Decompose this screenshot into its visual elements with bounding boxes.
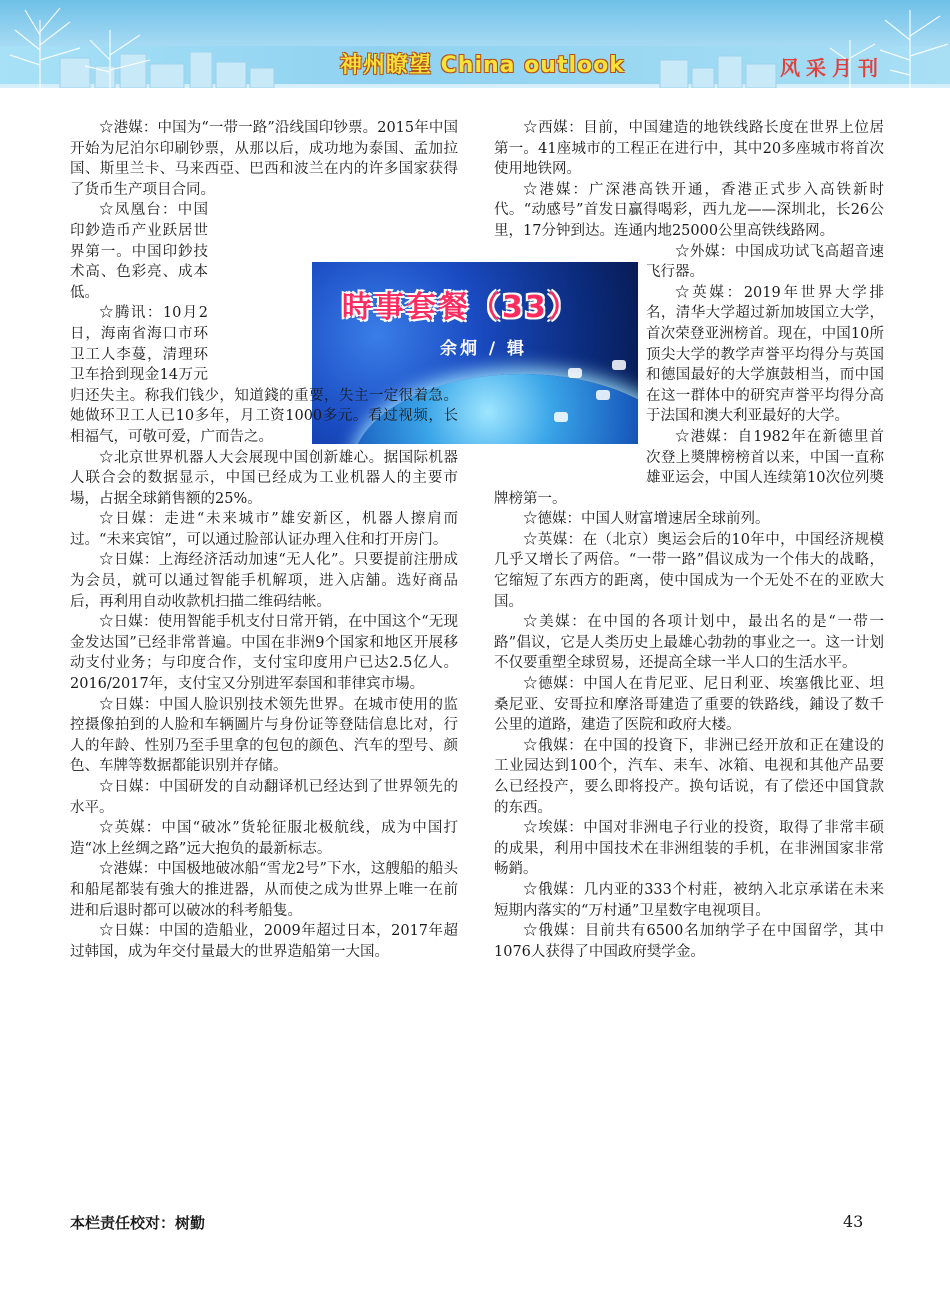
- news-item: ☆凤凰台：中国印鈔造币产业跃居世界第一。中国印鈔技术高、色彩亮、成本低。: [70, 202, 208, 301]
- news-item: ☆日媒：中国研发的自动翻译机已经达到了世界领先的水平。: [70, 779, 458, 816]
- magazine-name: 风采月刊: [780, 56, 884, 80]
- proofreader-credit: 本栏责任校对：树勤: [70, 1214, 206, 1232]
- news-item: ☆英媒：中国“破冰”货轮征服北极航线，成为中国打造“冰上丝绸之路”远大抱负的最新标志。: [70, 820, 458, 857]
- news-item: ☆腾讯：10月2日，海南省海口市环卫工人李蔓，清理环卫车拾到现金14万元归还失主。称我们钱少，知道錢的重要，失主一定很着急。她做环卫工人已10多年，月工资1000多元。看过视频，长相福气，可敬可爱，广而告之。: [70, 305, 458, 445]
- right-column: [494, 118, 884, 962]
- news-item: ☆港媒：广深港高铁开通，香港正式步入高铁新时代。“动感号”首发日贏得喝彩，西九龙——深圳北，长26公里，17分钟到达。连通内地25000公里高铁线路网。: [494, 181, 884, 239]
- page-header: [0, 0, 950, 88]
- news-item: ☆俄媒：目前共有6500名加纳学子在中国留学，其中1076人获得了中国政府奨学金。: [494, 923, 884, 960]
- news-item: ☆俄媒：几内亚的333个村莊，被纳入北京承诺在未来短期内落实的“万村通”卫星数字电视项目。: [494, 881, 884, 919]
- news-item: ☆港媒：中国为“一带一路”沿线国印钞票。2015年中国开始为尼泊尔印刷钞票，从那以后，成功地为泰国、孟加拉国、斯里兰卡、马来西亞、巴西和波兰在内的许多国家获得了货币生产项目合同。: [70, 120, 458, 198]
- news-item: ☆埃媒：中国对非洲电子行业的投资，取得了非常丰硕的成果，利用中国技术在非洲组装的手机，在非洲国家非常畅銷。: [494, 820, 884, 878]
- news-item: ☆日媒：使用智能手机支付日常开销，在中国这个“无现金发达国”已经非常普遍。中国在非洲9个国家和地区开展移动支付业务；与印度合作，支付宝印度用户已达2.5亿人。2016/2017年，支付宝又分别进军泰国和菲律宾市場。: [70, 614, 458, 693]
- news-item: ☆北京世界机器人大会展现中国创新雄心。据国际机器人联合会的数据显示，中国已经成为工业机器人的主要市場，占据全球銷售额的25%。: [70, 449, 458, 507]
- news-item: ☆日媒：中国的造船业，2009年超过日本，2017年超过韩国，成为年交付量最大的世界造船第一大国。: [70, 923, 458, 960]
- banner-title: 時事套餐（33）: [342, 290, 580, 325]
- news-item: ☆西媒：目前，中国建造的地铁线路长度在世界上位居第一。41座城市的工程正在进行中，其中20多座城市将首次使用地铁网。: [494, 120, 884, 178]
- snow-tree-left-icon: [0, 0, 170, 88]
- banner-spacer: [486, 242, 640, 480]
- news-item: ☆美媒：在中国的各项计划中，最出名的是“一带一路”倡议，它是人类历史上最雄心勃勃的事业之一。这一计划不仅要重塑全球贸易，还提高全球一半人口的生活水平。: [494, 614, 884, 672]
- news-item: ☆日媒：上海经济活动加速“无人化”。只要提前注册成为会员，就可以通过智能手机解项，进入店舖。选好商品后，再利用自动收款机扫描二维码结帐。: [70, 552, 458, 610]
- news-item: ☆英媒：在（北京）奥运会后的10年中，中国经济规模几乎又增长了两倍。“一带一路”倡议成为一个伟大的战略，它缩短了东西方的距离，使中国成为一个无处不在的亚欧大国。: [494, 531, 884, 610]
- news-item: ☆德媒：中国人财富增速居全球前列。: [523, 511, 770, 528]
- news-item: ☆港媒：中国极地破冰船“雪龙2号”下水，这艘船的船头和船尾都装有強大的推进器，从而使之成为世界上唯一在前进和后退时都可以破冰的科考船隻。: [70, 861, 458, 919]
- page-number: 43: [843, 1212, 864, 1231]
- news-item: ☆日媒：走进“未来城市”雄安新区，机器人擦肩而过。“未来宾馆”，可以通过脸部认证办理入住和打开房门。: [70, 511, 458, 548]
- banner-spacer: [216, 203, 464, 381]
- news-item: ☆德媒：中国人在肯尼亚、尼日利亚、埃塞俄比亚、坦桑尼亚、安哥拉和摩洛哥建造了重要的铁路线，鋪设了数千公里的道路，建造了医院和政府大楼。: [494, 676, 884, 734]
- news-item: ☆港媒：自1982年在新德里首次登上奬牌榜榜首以来，中国一直称雄亚运会，中国人连续第10次位列奬牌榜第一。: [494, 428, 884, 507]
- news-item: ☆英媒：2019年世界大学排名，清华大学超过新加坡国立大学，首次荣登亚洲榜首。现在，中国10所顶尖大学的教学声誉平均得分与英国和德国最好的大学旗鼓相当，而中国在这一群体中的研究声誉平均得分高于法国和澳大利亚最好的大学。: [646, 284, 884, 425]
- banner-author: 余炯 / 辑: [440, 339, 528, 359]
- news-item: ☆外媒：中国成功试飞高超音速飞行器。: [646, 243, 884, 281]
- left-column: [70, 118, 458, 962]
- news-item: ☆日媒：中国人脸识别技术领先世界。在城市使用的监控摄像拍到的人脸和车辆圖片与身份证等登陆信息比对，行人的年龄、性别乃至手里拿的包包的颜色、汽车的型号、颜色、车牌等数据都能识别并存储。: [70, 696, 458, 775]
- magazine-title: 神州瞭望 China outlook: [340, 53, 625, 78]
- news-item: ☆俄媒：在中国的投資下，非洲已经开放和正在建设的工业园达到100个，汽车、耒车、冰箱、电视和其他产品要么已经投产，要么即将投产。换句话说，有了偿还中国貸款的东西。: [494, 737, 884, 816]
